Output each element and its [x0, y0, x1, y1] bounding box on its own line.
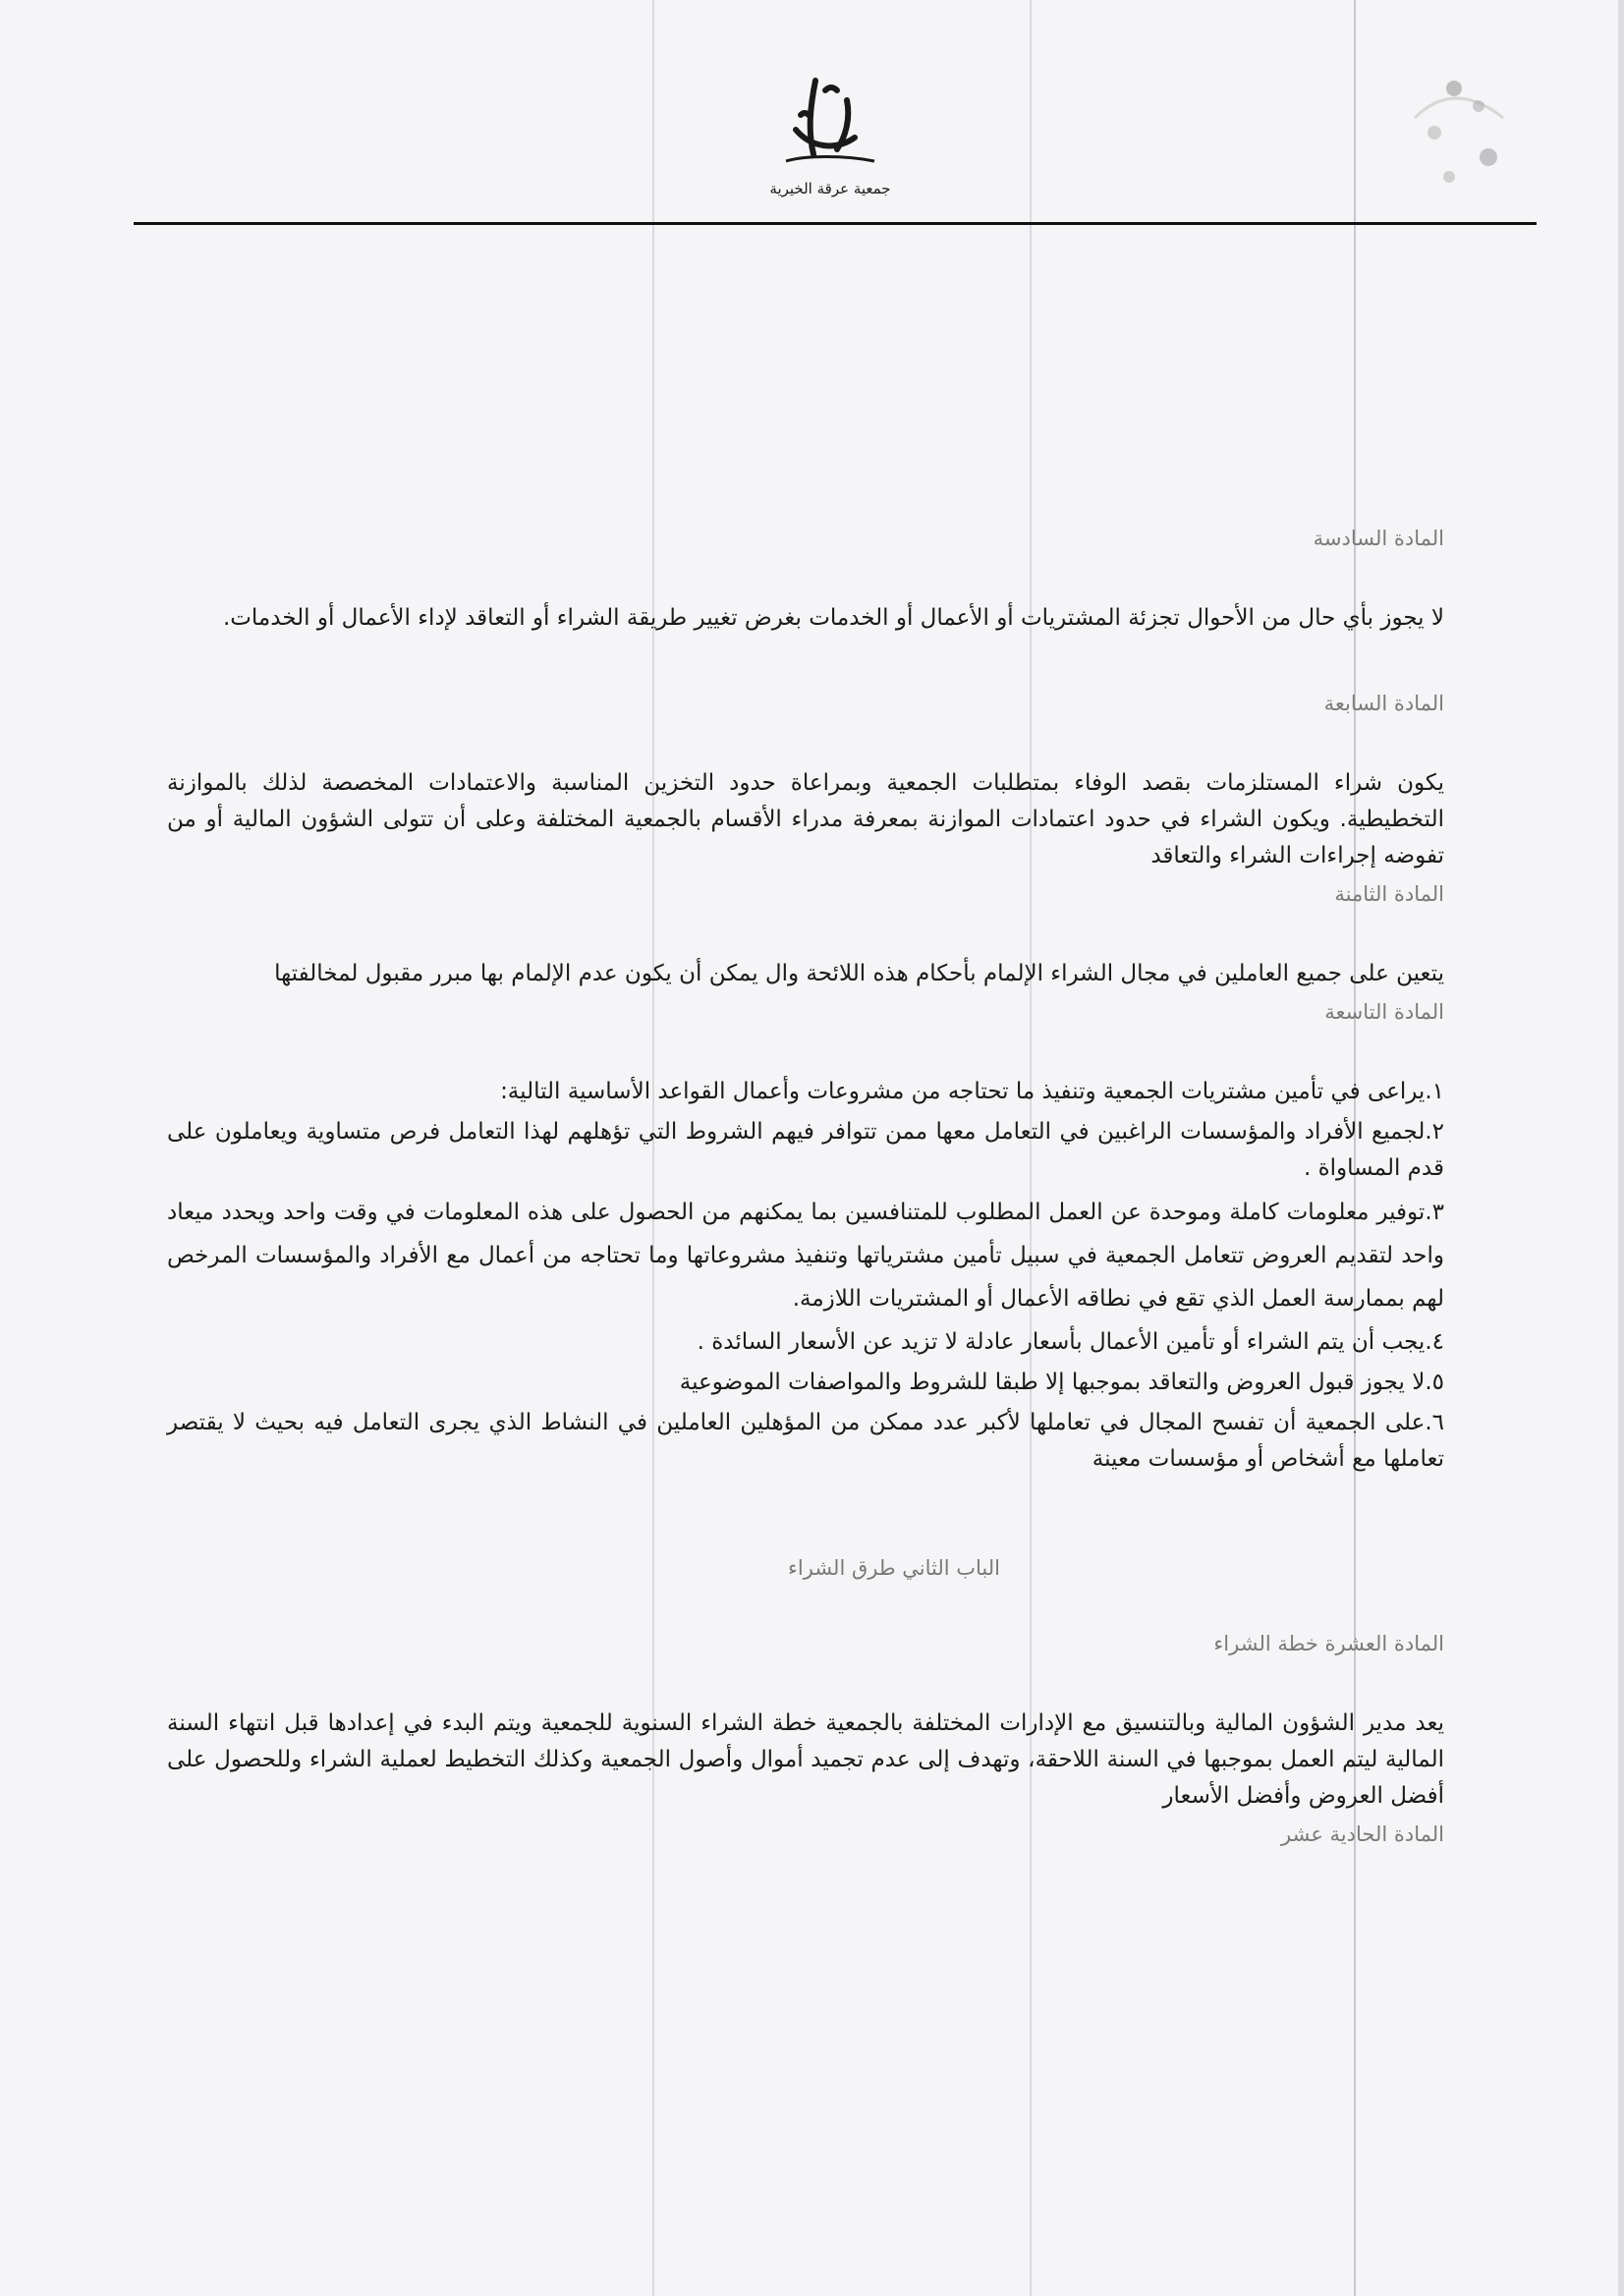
article-heading: المادة التاسعة [1324, 1000, 1444, 1024]
list-item: ٣.توفير معلومات كاملة وموحدة عن العمل المطلوب للمتنافسين بما يمكنهم من الحصول على هذه المعلومات في وقت واحد ويحدد ميعاد واحد لتقديم العروض تتعامل الجمعية في سبيل تأمين مشترياتها وتنفيذ مشروعاتها وما تحتاجه من أعمال مع الأفراد والمؤسسات المرخص لهم بممارسة العمل الذي تقع في نطاقه الأعمال أو المشتريات اللازمة. [167, 1200, 1444, 1312]
list-item: ٦.على الجمعية أن تفسح المجال في تعاملها لأكبر عدد ممكن من المؤهلين العاملين في النشاط الذي يجرى التعامل فيه بحيث لا يقتصر تعاملها مع أشخاص أو مؤسسات معينة [167, 1410, 1444, 1472]
organization-name: جمعية عرقة الخيرية [769, 180, 891, 197]
article-heading: المادة السابعة [1323, 692, 1444, 715]
scan-edge [1618, 0, 1624, 2296]
article-paragraph: لا يجوز بأي حال من الأحوال تجزئة المشتريات أو الأعمال أو الخدمات بغرض تغيير طريقة الشراء أو التعاقد لإداء الأعمال أو الخدمات. [222, 605, 1444, 631]
chapter-heading: الباب الثاني طرق الشراء [788, 1556, 1000, 1580]
stamp-mark [1395, 59, 1523, 206]
organization-logo [756, 61, 904, 208]
article-heading: المادة السادسة [1313, 527, 1444, 550]
article-paragraph: يكون شراء المستلزمات بقصد الوفاء بمتطلبات الجمعية وبمراعاة حدود التخزين المناسبة والاعتمادات المخصصة لذلك بالموازنة التخطيطية. ويكون الشراء في حدود اعتمادات الموازنة بمعرفة مدراء الأقسام بالجمعية المختلفة وعلى أن تتولى الشؤون المالية أو من تفوضه إجراءات الشراء والتعاقد [167, 770, 1444, 868]
list-item: ٢.لجميع الأفراد والمؤسسات الراغبين في التعامل معها ممن تتوافر فيهم الشروط التي تؤهلهم لهذا التعامل فرص متساوية ويعاملون على قدم المساواة . [167, 1119, 1444, 1181]
article-paragraph: يتعين على جميع العاملين في مجال الشراء الإلمام بأحكام هذه اللائحة وال يمكن أن يكون عدم الإلمام بها مبرر مقبول لمخالفتها [274, 961, 1444, 986]
header-divider [134, 222, 1537, 225]
list-item: ٤.يجب أن يتم الشراء أو تأمين الأعمال بأسعار عادلة لا تزيد عن الأسعار السائدة . [697, 1329, 1444, 1355]
list-item: ٥.لا يجوز قبول العروض والتعاقد بموجبها إلا طبقا للشروط والمواصفات الموضوعية [679, 1370, 1444, 1395]
article-heading: المادة الثامنة [1334, 882, 1444, 906]
document-body [167, 521, 1444, 1865]
article-heading: المادة العشرة خطة الشراء [1213, 1632, 1444, 1655]
article-paragraph: يعد مدير الشؤون المالية وبالتنسيق مع الإدارات المختلفة بالجمعية خطة الشراء السنوية للجمعية ويتم البدء في إعدادها قبل انتهاء السنة المالية ليتم العمل بموجبها في السنة اللاحقة، وتهدف إلى عدم تجميد أموال وأصول الجمعية وكذلك التخطيط لعملية الشراء وللحصول على أفضل العروض وأفضل الأسعار [167, 1710, 1444, 1809]
article-heading: المادة الحادية عشر [1281, 1822, 1444, 1846]
list-item: ١.يراعى في تأمين مشتريات الجمعية وتنفيذ ما تحتاجه من مشروعات وأعمال القواعد الأساسية التالية: [500, 1079, 1444, 1104]
